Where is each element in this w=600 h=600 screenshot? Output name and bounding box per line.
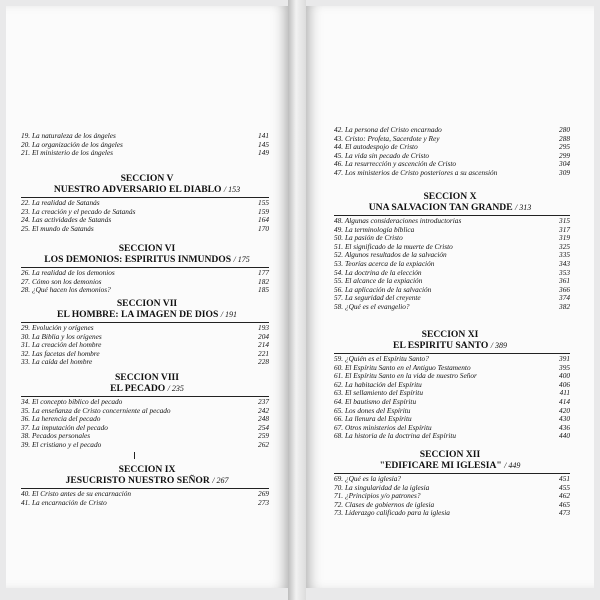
toc-entry: 25. El mundo de Satanás 170: [21, 223, 269, 233]
toc-entry: 56. La aplicación de la salvación 366: [334, 284, 570, 294]
section-entries: [21, 269, 269, 295]
section-entries: [21, 398, 269, 450]
toc-entry: 44. El autodespojo de Cristo 295: [334, 142, 570, 152]
section-heading: [6, 298, 288, 320]
section-heading: [6, 173, 288, 195]
toc-entry: 57. La seguridad del creyente 374: [334, 293, 570, 303]
toc-entry: 49. La terminología bíblica 317: [334, 224, 570, 234]
left-page: [6, 6, 288, 588]
toc-entry: 59. ¿Quién es el Espíritu Santo? 391: [334, 354, 570, 363]
section-entries: [21, 490, 269, 507]
toc-entry: 63. El sellamiento del Espíritu 411: [334, 388, 570, 398]
toc-entry: 42. La persona del Cristo encarnado 280: [334, 125, 570, 134]
section-number: SECCION VIII: [114, 372, 180, 383]
toc-entry: 22. La realidad de Satanás 155: [21, 198, 269, 207]
toc-entry: 70. La singularidad de la iglesia 455: [334, 482, 570, 492]
section-number: SECCION VI: [118, 243, 176, 254]
right-page: [306, 6, 594, 588]
section-title: JESUCRISTO NUESTRO SEÑOR / 267: [65, 475, 229, 486]
section-number: SECCION X: [423, 191, 477, 202]
book-spine: [288, 0, 306, 600]
toc-entry: 43. Cristo: Profeta, Sacerdote y Rey 288: [334, 133, 570, 143]
toc-entry: 39. El cristiano y el pecado 262: [21, 439, 269, 449]
toc-entry: 20. La organización de los ángeles 145: [21, 139, 269, 149]
section-number: SECCION VII: [116, 298, 178, 309]
toc-entry: 61. El Espíritu Santo en la vida de nuestro Señor 400: [334, 371, 570, 381]
section-heading: [6, 372, 288, 394]
section-number: SECCION XI: [421, 329, 479, 340]
toc-entry: 72. Clases de gobiernos de iglesia 465: [334, 499, 570, 509]
section-title: NUESTRO ADVERSARIO EL DIABLO / 153: [53, 184, 241, 195]
left-top-entries: [21, 132, 269, 158]
section-entries: [334, 475, 570, 518]
toc-entry: 60. El Espíritu Santo en el Antiguo Testamento 395: [334, 362, 570, 372]
section-title: UNA SALVACION TAN GRANDE / 313: [368, 202, 532, 213]
section-title: EL PECADO / 235: [110, 383, 184, 394]
section-title: EL HOMBRE: LA IMAGEN DE DIOS / 191: [57, 309, 237, 320]
section-heading: [6, 243, 288, 265]
toc-entry: 50. La pasión de Cristo 319: [334, 233, 570, 243]
toc-entry: 69. ¿Qué es la iglesia? 451: [334, 474, 570, 483]
toc-entry: 37. La imputación del pecado 254: [21, 422, 269, 432]
toc-entry: 32. Las facetas del hombre 221: [21, 348, 269, 358]
toc-entry: 45. La vida sin pecado de Cristo 299: [334, 150, 570, 160]
toc-entry: 35. La enseñanza de Cristo concerniente al pecado 242: [21, 405, 269, 415]
toc-entry: 30. La Biblia y los orígenes 204: [21, 331, 269, 341]
toc-entry: 67. Otros ministerios del Espíritu 436: [334, 422, 570, 432]
toc-entry: 24. Las actividades de Satanás 164: [21, 215, 269, 225]
toc-entry: 54. La doctrina de la elección 353: [334, 267, 570, 277]
toc-entry: 58. ¿Qué es el evangelio? 382: [334, 301, 570, 311]
toc-entry: 33. La caída del hombre 228: [21, 357, 269, 367]
section-entries: [334, 355, 570, 441]
toc-entry: 73. Liderazgo calificado para la iglesia 473: [334, 508, 570, 518]
section-number: SECCION XII: [419, 449, 481, 460]
toc-entry: 31. La creación del hombre 214: [21, 340, 269, 350]
print-mark: [134, 452, 135, 459]
toc-entry: 71. ¿Principios y/o patrones? 462: [334, 491, 570, 501]
toc-entry: 48. Algunas consideraciones introductorias 315: [334, 216, 570, 225]
right-top-entries: [334, 126, 570, 178]
section-heading: [306, 329, 594, 351]
section-title: "EDIFICARE MI IGLESIA" / 449: [379, 460, 521, 471]
toc-entry: 21. El ministerio de los ángeles 149: [21, 148, 269, 158]
toc-entry: 36. La herencia del pecado 248: [21, 414, 269, 424]
section-title: LOS DEMONIOS: ESPIRITUS INMUNDOS / 175: [44, 254, 250, 265]
toc-entry: 65. Los dones del Espíritu 420: [334, 405, 570, 415]
toc-entry: 46. La resurrección y ascención de Cristo 304: [334, 159, 570, 169]
toc-entry: 52. Algunos resultados de la salvación 335: [334, 250, 570, 260]
toc-entry: 27. Cómo son los demonios 182: [21, 276, 269, 286]
toc-entry: 64. El bautismo del Espíritu 414: [334, 396, 570, 406]
section-number: SECCION IX: [118, 464, 176, 475]
section-entries: [334, 217, 570, 312]
toc-entry: 55. El alcance de la expiación 361: [334, 276, 570, 286]
section-heading: [306, 191, 594, 213]
toc-entry: 29. Evolución y orígenes 193: [21, 323, 269, 332]
toc-entry: 41. La encarnación de Cristo 273: [21, 497, 269, 507]
toc-entry: 19. La naturaleza de los ángeles 141: [21, 131, 269, 140]
toc-entry: 40. El Cristo antes de su encarnación 269: [21, 489, 269, 498]
toc-entry: 68. La historia de la doctrina del Espíritu 440: [334, 431, 570, 441]
section-entries: [21, 324, 269, 367]
toc-entry: 38. Pecados personales 259: [21, 431, 269, 441]
section-title: EL ESPIRITU SANTO / 389: [393, 340, 507, 351]
toc-entry: 66. La llenura del Espíritu 430: [334, 414, 570, 424]
toc-entry: 23. La creación y el pecado de Satanás 159: [21, 206, 269, 216]
section-heading: [6, 464, 288, 486]
toc-entry: 62. La habitación del Espíritu 406: [334, 379, 570, 389]
toc-entry: 47. Los ministerios de Cristo posteriores a su ascensión 309: [334, 167, 570, 177]
toc-entry: 34. El concepto bíblico del pecado 237: [21, 397, 269, 406]
toc-entry: 51. El significado de la muerte de Cristo 325: [334, 241, 570, 251]
section-entries: [21, 199, 269, 233]
toc-entry: 26. La realidad de los demonios 177: [21, 268, 269, 277]
toc-entry: 28. ¿Qué hacen los demonios? 185: [21, 285, 269, 295]
section-number: SECCION V: [120, 173, 174, 184]
toc-entry: 53. Teorías acerca de la expiación 343: [334, 258, 570, 268]
section-heading: [306, 449, 594, 471]
